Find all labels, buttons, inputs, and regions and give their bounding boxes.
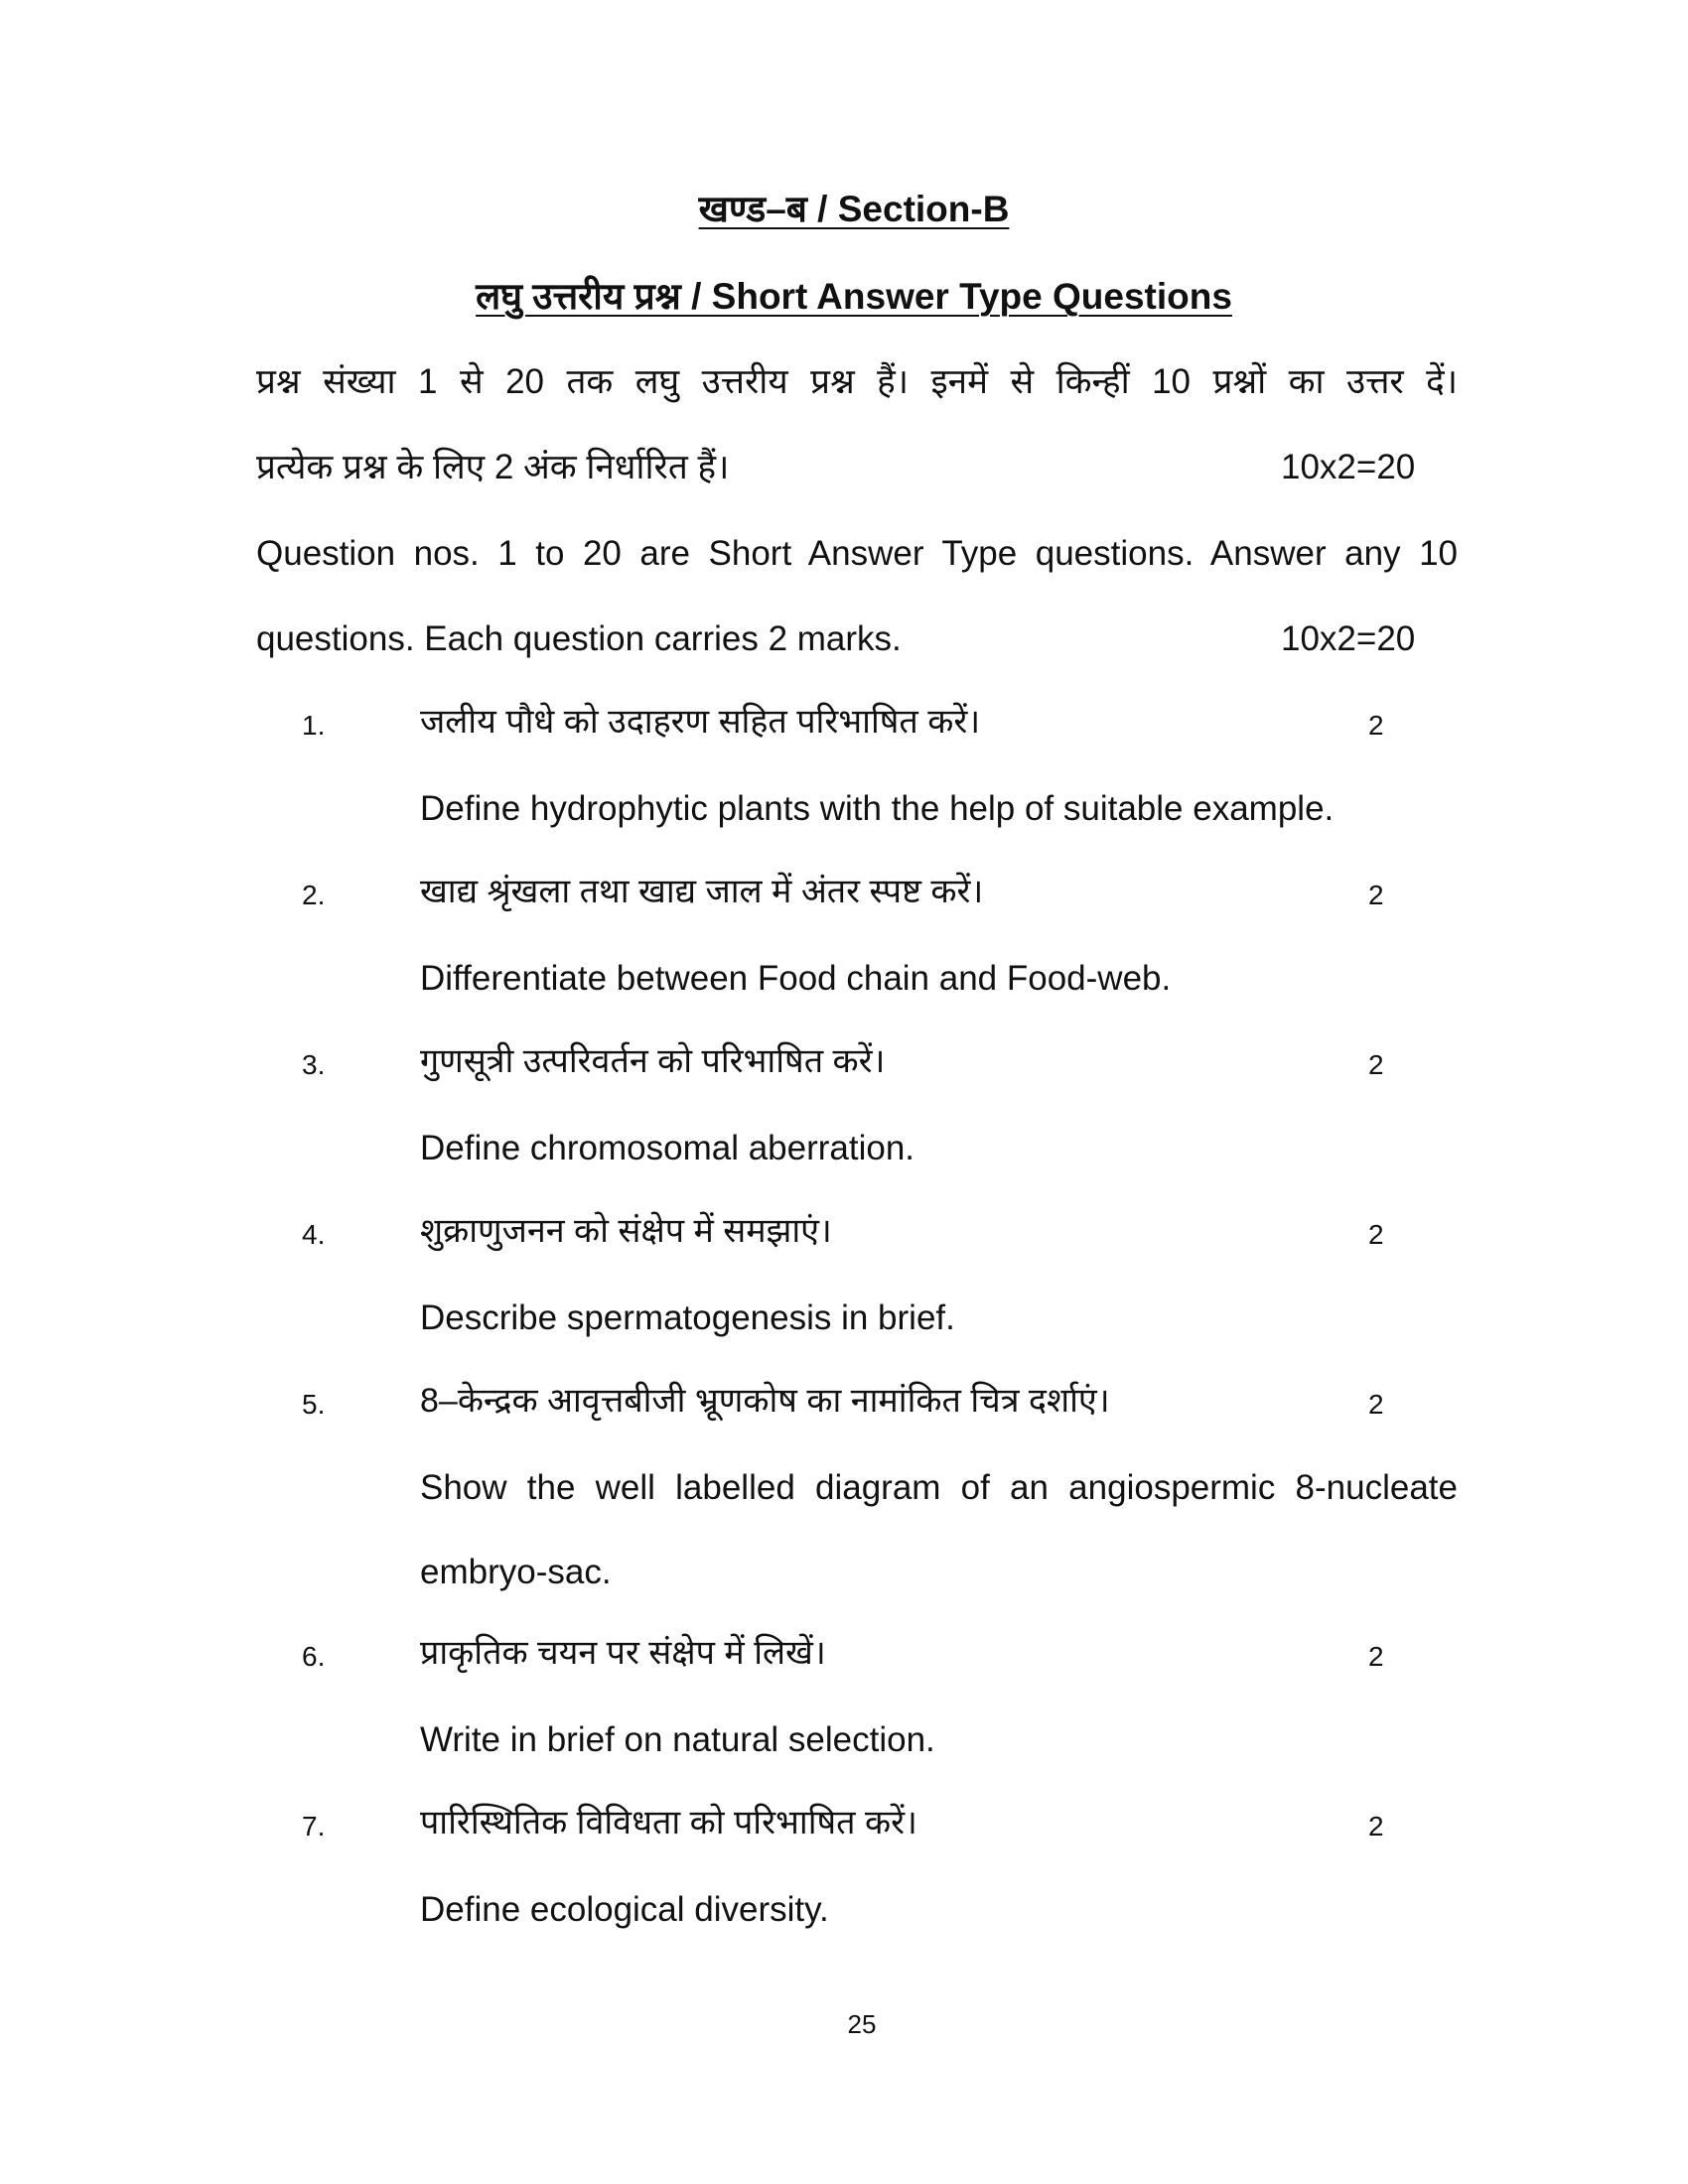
section-subheading: लघु उत्तरीय प्रश्न / Short Answer Type Questions — [476, 276, 1232, 317]
question-number: 2. — [302, 880, 326, 910]
instructions-english-line2: questions. Each question carries 2 marks. — [256, 619, 902, 658]
section-heading: खण्ड–ब / Section-B — [698, 189, 1010, 229]
question-marks: 2 — [1368, 880, 1384, 910]
instructions-hindi-line2: प्रत्येक प्रश्न के लिए 2 अंक निर्धारित हैं। — [256, 448, 730, 486]
question-number: 5. — [302, 1389, 326, 1420]
question-marks: 2 — [1368, 1389, 1384, 1420]
question-text-english: Define hydrophytic plants with the help of suitable example. — [420, 789, 1335, 828]
question-marks: 2 — [1368, 1219, 1384, 1250]
question-marks: 2 — [1368, 1049, 1384, 1080]
question-text-english: Define ecological diversity. — [420, 1890, 829, 1929]
question-text-english-line1: Show the well labelled diagram of an angiospermic 8-nucleate — [420, 1468, 1458, 1507]
question-number: 1. — [302, 710, 326, 741]
instructions-hindi-line1: प्रश्न संख्या 1 से 20 तक लघु उत्तरीय प्रश्न हैं। इनमें से किन्हीं 10 प्रश्नों का उत्तर दें। — [256, 362, 1458, 401]
question-text-hindi: 8–केन्द्रक आवृत्तबीजी भ्रूणकोष का नामांकित चित्र दर्शाएं। — [420, 1382, 1110, 1420]
instructions-english-marks: 10x2=20 — [1281, 619, 1416, 658]
question-marks: 2 — [1368, 1641, 1384, 1672]
question-text-hindi: पारिस्थितिक विविधता को परिभाषित करें। — [420, 1804, 917, 1842]
question-text-hindi: प्राकृतिक चयन पर संक्षेप में लिखें। — [420, 1634, 826, 1672]
question-marks: 2 — [1368, 710, 1384, 741]
question-text-english: Describe spermatogenesis in brief. — [420, 1298, 955, 1337]
page-number: 25 — [847, 2009, 877, 2039]
question-text-english: Write in brief on natural selection. — [420, 1720, 935, 1759]
question-number: 4. — [302, 1219, 326, 1250]
question-text-english-line2: embryo-sac. — [420, 1553, 612, 1591]
instructions-hindi-marks: 10x2=20 — [1281, 448, 1416, 486]
instructions-english-line1: Question nos. 1 to 20 are Short Answer Type questions. Answer any 10 — [256, 534, 1458, 573]
question-text-hindi: गुणसूत्री उत्परिवर्तन को परिभाषित करें। — [420, 1042, 886, 1080]
question-marks: 2 — [1368, 1811, 1384, 1842]
question-number: 6. — [302, 1641, 326, 1672]
question-number: 7. — [302, 1811, 326, 1842]
question-text-hindi: जलीय पौधे को उदाहरण सहित परिभाषित करें। — [420, 703, 981, 741]
question-text-hindi: शुक्राणुजनन को संक्षेप में समझाएं। — [420, 1212, 832, 1250]
question-text-english: Differentiate between Food chain and Food-web. — [420, 959, 1172, 998]
question-text-english: Define chromosomal aberration. — [420, 1129, 915, 1167]
question-text-hindi: खाद्य श्रृंखला तथा खाद्य जाल में अंतर स्पष्ट करें। — [420, 873, 984, 910]
question-number: 3. — [302, 1049, 326, 1080]
